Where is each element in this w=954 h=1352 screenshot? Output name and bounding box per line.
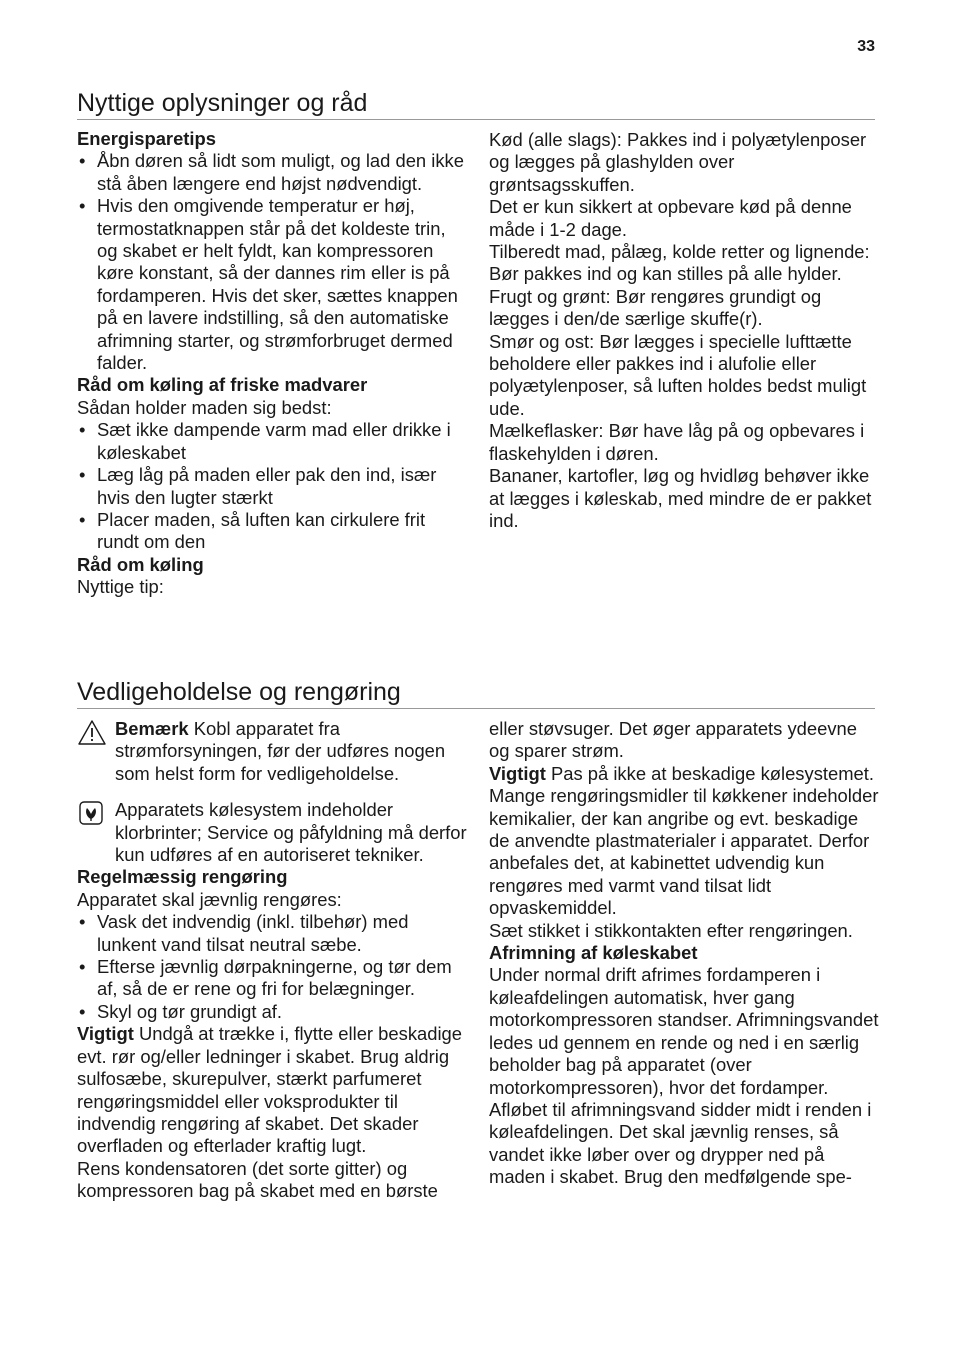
list-item: • Læg låg på maden eller pak den ind, især hvis den lugter stærkt bbox=[77, 464, 467, 509]
list-item: • Åbn døren så lidt som muligt, og lad den ikke stå åben længere end højst nødvendigt. bbox=[77, 150, 467, 195]
cooked-food-paragraph: Tilberedt mad, pålæg, kolde retter og lignende: Bør pakkes ind og kan stilles på alle hylder. bbox=[489, 241, 870, 285]
warning-body: Kobl apparatet fra strømforsyningen, før der udføres nogen som helst form for vedligeholdelse. bbox=[115, 718, 446, 784]
condenser-paragraph-continued: eller støvsuger. Det øger apparatets ydeevne og sparer strøm. bbox=[489, 718, 858, 762]
important-label: Vigtigt bbox=[489, 762, 546, 784]
regular-cleaning-intro: Apparatet skal jævnlig rengøres: bbox=[77, 888, 342, 910]
fresh-food-list bbox=[77, 419, 467, 553]
important-label: Vigtigt bbox=[77, 1023, 134, 1045]
list-item: • Hvis den omgivende temperatur er høj, termostatknappen står på det koldeste trin, og skabet er helt fyldt, kan kompressoren køre konstant, så der dannes rim eller is på fordamperen. Hvis det sker, sættes knappen på en lavere indstilling, så den automatiske afrimning starter, og strømforbruget dermed falder. bbox=[77, 195, 467, 374]
regular-cleaning-heading: Regelmæssig rengøring bbox=[77, 866, 288, 888]
important-body: Pas på ikke at beskadige kølesystemet. bbox=[545, 762, 874, 784]
warning-triangle-icon bbox=[77, 718, 107, 746]
refrigerant-gas-icon bbox=[77, 799, 107, 827]
meat-storage-paragraph: Det er kun sikkert at opbevare kød på denne måde i 1-2 dage. bbox=[489, 196, 852, 240]
section1-right-column bbox=[489, 129, 877, 532]
condenser-paragraph: Rens kondensatoren (det sorte gitter) og kompressoren bag på skabet med en børste bbox=[77, 1157, 438, 1202]
warning-note bbox=[77, 718, 467, 785]
bananas-paragraph: Bananer, kartofler, løg og hvidløg behøver ikke at lægges i køleskab, med mindre de er pakket ind. bbox=[489, 465, 872, 531]
detergents-paragraph: Mange rengøringsmidler til køkkener indeholder kemikalier, der kan angribe og evt. beskadige de anvendte plastmaterialer i apparatet. Derfor anbefales det, at kabinettet udvendig kun rengøres med varmt vand tilsat lidt opvaskemiddel. bbox=[489, 785, 879, 919]
important-cleaning-paragraph bbox=[77, 1023, 467, 1157]
fruit-veg-paragraph: Frugt og grønt: Bør rengøres grundigt og lægges i den/de særlige skuffe(r). bbox=[489, 285, 822, 330]
energy-tips-heading: Energisparetips bbox=[77, 128, 216, 149]
list-item: • Sæt ikke dampende varm mad eller drikke i køleskabet bbox=[77, 419, 467, 464]
cooling-intro: Nyttige tip: bbox=[77, 576, 164, 598]
refrigerant-text: Apparatets kølesystem indeholder klorbrinter; Service og påfyldning må derfor kun udføres af en autoriseret tekniker. bbox=[115, 799, 467, 866]
list-item: • Vask det indvendig (inkl. tilbehør) med lunkent vand tilsat neutral sæbe. bbox=[77, 911, 467, 956]
plug-paragraph: Sæt stikket i stikkontakten efter rengøringen. bbox=[489, 919, 853, 941]
defrost-paragraph-2: Afløbet til afrimningsvand sidder midt i renden i køleafdelingen. Det skal jævnlig renses, så vandet ikke løber over og drypper ned på maden i skabet. Brug den medfølgende spe- bbox=[489, 1098, 872, 1188]
warning-text bbox=[115, 718, 467, 785]
important-body: Undgå at trække i, flytte eller beskadige evt. rør og/eller ledninger i skabet. Brug aldrig sulfosæbe, skurepulver, stærkt parfumeret rengøringsmiddel eller voksprodukter til indvendig rengøring af skabet. Det skader overfladen og efterlader kraftig lugt. bbox=[77, 1023, 463, 1157]
warning-label: Bemærk bbox=[115, 718, 189, 739]
list-item: • Efterse jævnlig dørpakningerne, og tør dem af, så de er rene og fri for belægninger. bbox=[77, 956, 467, 1001]
section1-left-column bbox=[77, 128, 467, 599]
fresh-food-intro: Sådan holder maden sig bedst: bbox=[77, 396, 332, 418]
defrost-heading: Afrimning af køleskabet bbox=[489, 942, 698, 964]
page-number: 33 bbox=[857, 38, 875, 55]
important-refrigerant-paragraph bbox=[489, 763, 879, 785]
section-title-useful-info: Nyttige oplysninger og råd bbox=[77, 88, 875, 120]
regular-cleaning-list bbox=[77, 911, 467, 1023]
section-title-maintenance: Vedligeholdelse og rengøring bbox=[77, 677, 875, 709]
refrigerant-note bbox=[77, 799, 467, 866]
defrost-paragraph-1: Under normal drift afrimes fordamperen i køleafdelingen automatisk, hver gang motorkompressoren standser. Afrimningsvandet ledes ud gennem en rende og ned i en særlig beholder bag på apparatet (over motorkompressoren), hvor det fordamper. bbox=[489, 964, 879, 1098]
cooling-heading: Råd om køling bbox=[77, 553, 204, 575]
energy-tips-list bbox=[77, 150, 467, 374]
milk-paragraph: Mælkeflasker: Bør have låg på og opbevares i flaskehylden i døren. bbox=[489, 420, 865, 464]
fresh-food-heading: Råd om køling af friske madvarer bbox=[77, 374, 368, 396]
list-item: • Skyl og tør grundigt af. bbox=[77, 1001, 467, 1023]
list-item: • Placer maden, så luften kan cirkulere frit rundt om den bbox=[77, 509, 467, 554]
meat-paragraph: Kød (alle slags): Pakkes ind i polyætylenposer og lægges på glashylden over grøntsagsskuffen. bbox=[489, 129, 867, 195]
section2-left-column bbox=[77, 718, 467, 1203]
section2-right-column bbox=[489, 718, 879, 1189]
butter-cheese-paragraph: Smør og ost: Bør lægges i specielle lufttætte beholdere eller pakkes ind i alufolie eller polyætylenposer, så luften holdes bedst muligt ude. bbox=[489, 330, 867, 419]
